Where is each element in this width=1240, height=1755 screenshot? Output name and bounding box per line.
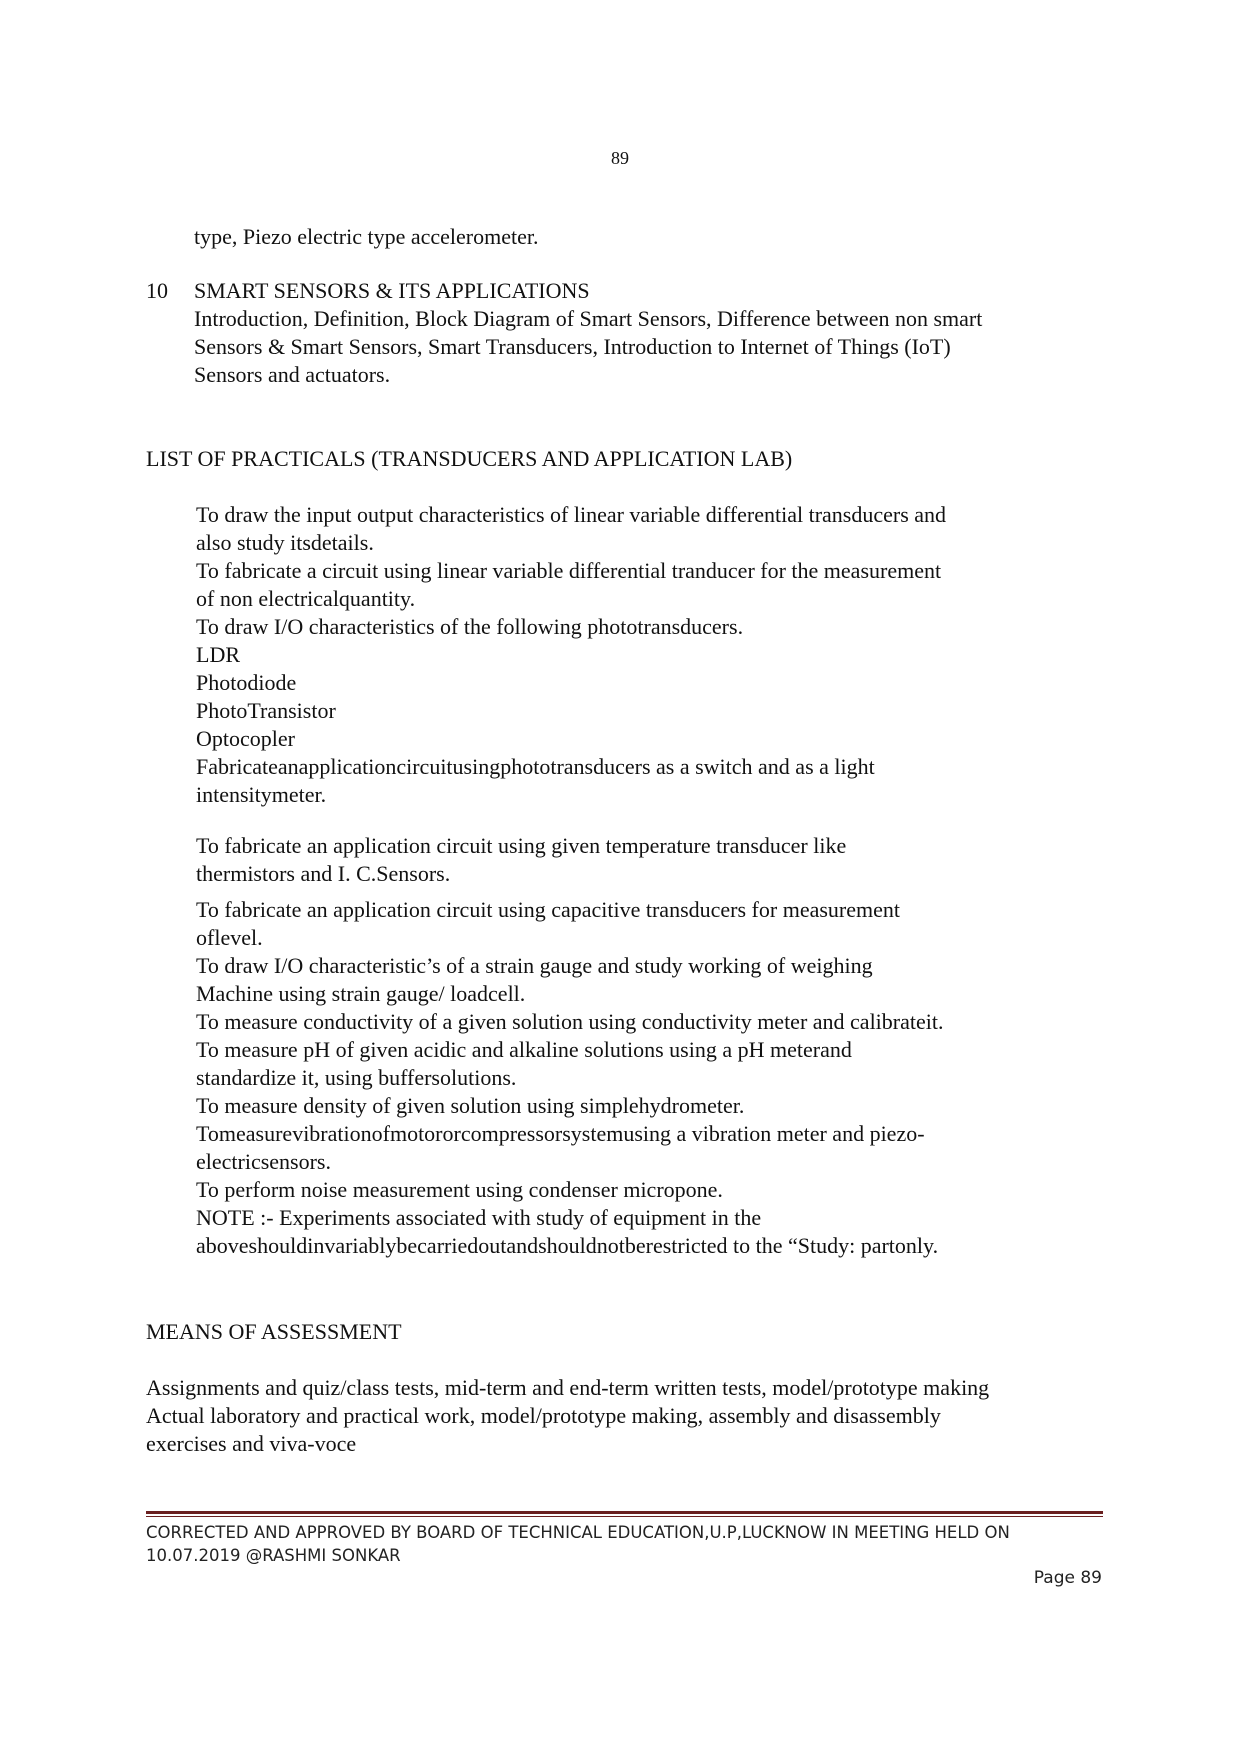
page-number-top: 89: [611, 148, 629, 168]
assessment-line: exercises and viva-voce: [146, 1431, 357, 1456]
assessment-line: Actual laboratory and practical work, model/prototype making, assembly and disassembly: [146, 1403, 941, 1428]
practicals-block-2: [196, 832, 846, 888]
practical-line: of non electricalquantity.: [196, 586, 416, 611]
footer-rule-thin: [146, 1516, 1103, 1517]
footer-line-1: CORRECTED AND APPROVED BY BOARD OF TECHNICAL EDUCATION,U.P,LUCKNOW IN MEETING HELD ON: [146, 1523, 1010, 1542]
practical-line: To draw the input output characteristics of linear variable differential transducers and: [196, 502, 947, 527]
assessment-body: [146, 1374, 989, 1458]
section-body: [194, 305, 982, 389]
practical-line: To measure conductivity of a given solution using conductivity meter and calibrateit.: [196, 1009, 944, 1034]
assessment-line: Assignments and quiz/class tests, mid-term and end-term written tests, model/prototype making: [146, 1375, 990, 1400]
continuation-line: type, Piezo electric type accelerometer.: [194, 224, 539, 249]
page-label: Page 89: [1033, 1568, 1102, 1588]
practical-line: To fabricate an application circuit using capacitive transducers for measurement: [196, 897, 900, 922]
practical-line: Tomeasurevibrationofmotororcompressorsystemusing a vibration meter and piezo-: [196, 1121, 925, 1146]
practical-line: To draw I/O characteristic’s of a strain gauge and study working of weighing: [196, 953, 873, 978]
practical-line: oflevel.: [196, 925, 263, 950]
practicals-block-3: [196, 896, 943, 1260]
practical-line: To fabricate an application circuit using given temperature transducer like: [196, 833, 847, 858]
practical-line: aboveshouldinvariablybecarriedoutandshouldnotberestricted to the “Study: partonly.: [196, 1233, 939, 1258]
practical-line: standardize it, using buffersolutions.: [196, 1065, 517, 1090]
practicals-heading: LIST OF PRACTICALS (TRANSDUCERS AND APPLICATION LAB): [146, 446, 793, 471]
footer-rule: [146, 1511, 1103, 1514]
section-body-line: Sensors and actuators.: [194, 362, 391, 387]
practical-line: LDR: [196, 642, 240, 667]
footer-text: [146, 1521, 1010, 1567]
assessment-heading: MEANS OF ASSESSMENT: [146, 1319, 402, 1344]
practical-line: Fabricateanapplicationcircuitusingphototransducers as a switch and as a light: [196, 754, 875, 779]
practical-line: Photodiode: [196, 670, 297, 695]
practical-line: also study itsdetails.: [196, 530, 374, 555]
practical-line: To measure pH of given acidic and alkaline solutions using a pH meterand: [196, 1037, 852, 1062]
section-body-line: Sensors & Smart Sensors, Smart Transducers, Introduction to Internet of Things (IoT): [194, 334, 951, 359]
practical-line: To perform noise measurement using condenser micropone.: [196, 1177, 723, 1202]
section-number: 10: [146, 278, 168, 303]
practical-line: Optocopler: [196, 726, 295, 751]
footer-line-2: 10.07.2019 @RASHMI SONKAR: [146, 1546, 401, 1565]
section-title: SMART SENSORS & ITS APPLICATIONS: [194, 278, 590, 303]
practical-line: To fabricate a circuit using linear variable differential tranducer for the measurement: [196, 558, 942, 583]
practical-line: PhotoTransistor: [196, 698, 336, 723]
practical-line: To measure density of given solution using simplehydrometer.: [196, 1093, 745, 1118]
practical-line: intensitymeter.: [196, 782, 327, 807]
practical-line: electricsensors.: [196, 1149, 331, 1174]
practical-line: To draw I/O characteristics of the following phototransducers.: [196, 614, 744, 639]
practical-line: Machine using strain gauge/ loadcell.: [196, 981, 526, 1006]
practical-line: NOTE :- Experiments associated with study of equipment in the: [196, 1205, 762, 1230]
section-body-line: Introduction, Definition, Block Diagram of Smart Sensors, Difference between non smart: [194, 306, 983, 331]
practical-line: thermistors and I. C.Sensors.: [196, 861, 451, 886]
practicals-block-1: [196, 501, 946, 809]
